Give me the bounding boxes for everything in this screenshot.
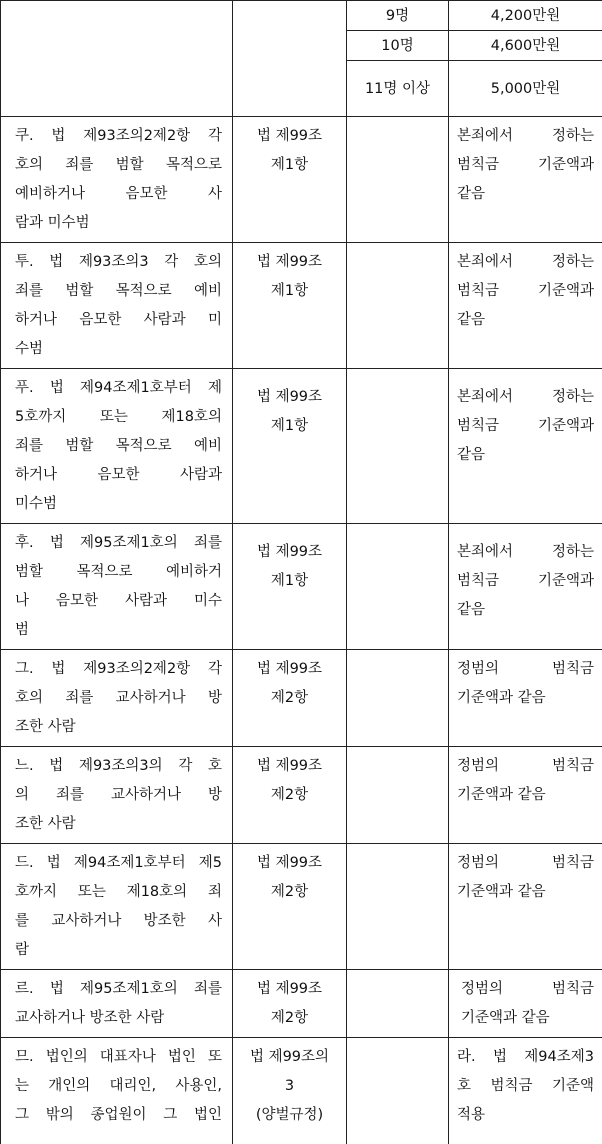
count-row-9 [1,1,602,31]
violator-count: 10명 [347,31,449,61]
offense-description: 푸. 법 제94조제1호부터 제 5호까지 또는 제18호의 죄를 범할 목적으로 예비 하거나 음모한 사람과 미수범 [1,369,233,524]
penalty-amount: 본죄에서 정하는 범칙금 기준액과 같음 [449,524,602,650]
violator-count: 9명 [347,1,449,31]
legal-basis: 법 제99조의 3 (양벌규정) [233,1038,347,1144]
penalty-amount: 본죄에서 정하는 범칙금 기준액과 같음 [449,117,602,243]
empty-cell [347,243,449,369]
penalty-amount: 정범의 범칙금 기준액과 같음 [449,650,602,747]
penalty-amount: 정범의 범칙금 기준액과 같음 [449,970,602,1038]
blank-law-cell [233,1,347,117]
empty-cell [347,650,449,747]
table-row [1,844,602,970]
table-row [1,747,602,844]
penalty-amount: 4,200만원 [449,1,602,31]
offense-description: 느. 법 제93조의3의 각 호 의 죄를 교사하거나 방 조한 사람 [1,747,233,844]
legal-basis: 법 제99조 제1항 [233,243,347,369]
offense-description: 투. 법 제93조의3 각 호의 죄를 범할 목적으로 예비 하거나 음모한 사람과 미 수범 [1,243,233,369]
table-row [1,117,602,243]
penalty-amount: 본죄에서 정하는 범칙금 기준액과 같음 [449,243,602,369]
offense-description: 르. 법 제95조제1호의 죄를 교사하거나 방조한 사람 [1,970,233,1038]
blank-desc-cell [1,1,233,117]
offense-description: 므. 법인의 대표자나 법인 또 는 개인의 대리인, 사용인, 그 밖의 종업원이 그 법인 [1,1038,233,1144]
offense-description: 그. 법 제93조의2제2항 각 호의 죄를 교사하거나 방 조한 사람 [1,650,233,747]
legal-basis: 법 제99조 제2항 [233,970,347,1038]
table-row [1,243,602,369]
empty-cell [347,117,449,243]
empty-cell [347,844,449,970]
table-row [1,650,602,747]
empty-cell [347,970,449,1038]
table-row [1,1038,602,1144]
empty-cell [347,369,449,524]
table-row [1,524,602,650]
legal-basis: 법 제99조 제2항 [233,650,347,747]
legal-basis: 법 제99조 제1항 [233,117,347,243]
penalty-amount: 정범의 범칙금 기준액과 같음 [449,844,602,970]
penalty-amount: 라. 법 제94조제3 호 범칙금 기준액 적용 [449,1038,602,1144]
empty-cell [347,747,449,844]
table-row [1,369,602,524]
empty-cell [347,1038,449,1144]
offense-description: 드. 법 제94조제1호부터 제5 호까지 또는 제18호의 죄 를 교사하거나 방조한 사 람 [1,844,233,970]
empty-cell [347,524,449,650]
legal-basis: 법 제99조 제2항 [233,844,347,970]
violator-count: 11명 이상 [347,61,449,117]
legal-basis: 법 제99조 제1항 [233,524,347,650]
penalty-amount: 정범의 범칙금 기준액과 같음 [449,747,602,844]
table-row [1,970,602,1038]
penalty-amount: 4,600만원 [449,31,602,61]
penalty-amount: 본죄에서 정하는 범칙금 기준액과 같음 [449,369,602,524]
offense-description: 후. 법 제95조제1호의 죄를 범할 목적으로 예비하거 나 음모한 사람과 미수 범 [1,524,233,650]
penalty-amount: 5,000만원 [449,61,602,117]
offense-description: 쿠. 법 제93조의2제2항 각 호의 죄를 범할 목적으로 예비하거나 음모한 사 람과 미수범 [1,117,233,243]
legal-basis: 법 제99조 제1항 [233,369,347,524]
legal-basis: 법 제99조 제2항 [233,747,347,844]
